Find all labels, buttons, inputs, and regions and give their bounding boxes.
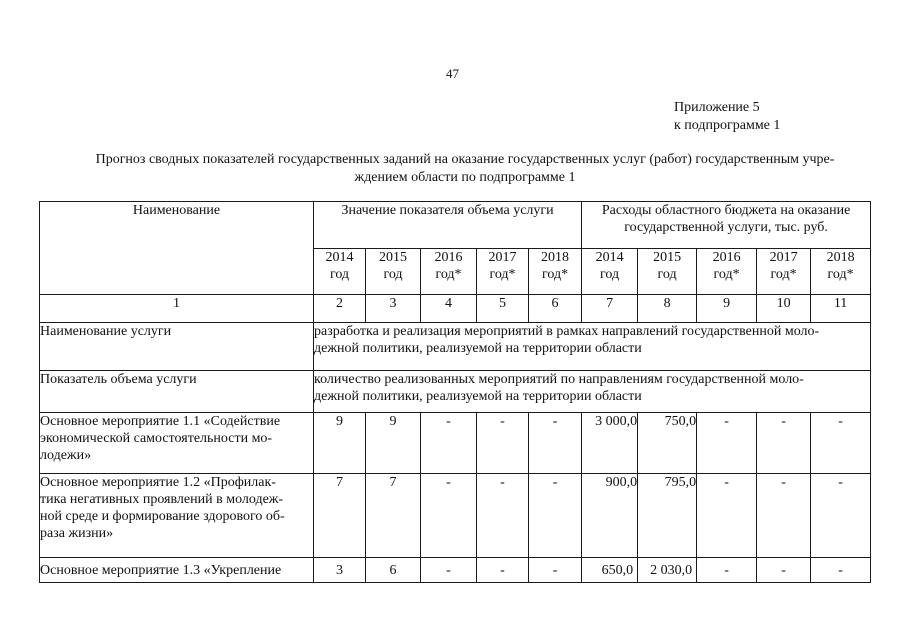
table-cell: - [529,413,582,474]
row-label: Основное мероприятие 1.1 «Содействие экономической самостоятельности мо- лодежи» [40,413,314,474]
appendix-note [674,99,780,135]
column-number: 5 [477,295,529,323]
table-cell: - [811,474,871,558]
table-cell: - [421,558,477,583]
header-year: 2016 год* [697,249,757,295]
table-cell: 900,0 [582,474,638,558]
header-name: Наименование [40,202,314,295]
table-cell: - [757,558,811,583]
table-row [40,413,871,474]
header-budget-line-2: государственной услуги, тыс. руб. [624,220,828,235]
header-year: 2014 год [314,249,366,295]
service-name-label: Наименование услуги [40,323,314,371]
column-number: 10 [757,295,811,323]
header-year: 2014 год [582,249,638,295]
table-row [40,474,871,558]
table-cell: - [421,474,477,558]
table-cell: 9 [366,413,421,474]
column-number: 11 [811,295,871,323]
document-title [55,151,875,187]
page-number: 47 [446,66,459,81]
table-cell: 750,0 [638,413,697,474]
header-year: 2017 год* [757,249,811,295]
volume-indicator-row [40,371,871,413]
column-number: 6 [529,295,582,323]
header-year: 2015 год [638,249,697,295]
table-cell: 9 [314,413,366,474]
table-cell: - [697,558,757,583]
header-year: 2015 год [366,249,421,295]
table-cell: - [811,413,871,474]
row-label: Основное мероприятие 1.2 «Профилак- тика негативных проявлений в молодеж- ной среде и формирование здорового об- раза жизни» [40,474,314,558]
forecast-table [39,201,871,583]
column-number: 2 [314,295,366,323]
table-cell: - [529,474,582,558]
table-cell: - [757,413,811,474]
volume-indicator-label: Показатель объема услуги [40,371,314,413]
table-cell: - [697,474,757,558]
column-number: 7 [582,295,638,323]
table-cell: - [421,413,477,474]
table-cell: 3 000,0 [582,413,638,474]
table-cell: - [477,413,529,474]
table-cell: - [811,558,871,583]
header-budget-line-1: Расходы областного бюджета на оказание [601,203,851,218]
table-cell: - [477,474,529,558]
table-cell: 650,0 [582,558,638,583]
header-row-groups [40,202,871,249]
column-number: 1 [40,295,314,323]
table-cell: 7 [366,474,421,558]
header-budget-expenses [582,202,871,249]
table-cell: - [757,474,811,558]
table-cell: 795,0 [638,474,697,558]
title-line-1: Прогноз сводных показателей государственных заданий на оказание государственных услуг (работ) государственным учре- [95,152,835,167]
table-cell: - [697,413,757,474]
volume-indicator-value: количество реализованных мероприятий по направлениям государственной моло- дежной политики, реализуемой на территории области [314,371,871,413]
row-label: Основное мероприятие 1.3 «Укрепление [40,558,314,583]
service-name-value: разработка и реализация мероприятий в рамках направлений государственной моло- дежной политики, реализуемой на территории области [314,323,871,371]
header-year: 2018 год* [811,249,871,295]
header-volume-indicator: Значение показателя объема услуги [314,202,582,249]
appendix-line-1: Приложение 5 [674,100,760,115]
header-year: 2018 год* [529,249,582,295]
header-year: 2017 год* [477,249,529,295]
table-cell: 3 [314,558,366,583]
column-numbers-row [40,295,871,323]
column-number: 4 [421,295,477,323]
header-year: 2016 год* [421,249,477,295]
column-number: 3 [366,295,421,323]
service-name-row [40,323,871,371]
column-number: 8 [638,295,697,323]
table-cell: 2 030,0 [638,558,697,583]
table-cell: - [477,558,529,583]
column-number: 9 [697,295,757,323]
table-cell: 7 [314,474,366,558]
table-cell: 6 [366,558,421,583]
table-cell: - [529,558,582,583]
title-line-2: ждением области по подпрограмме 1 [354,170,576,185]
table-row [40,558,871,583]
appendix-line-2: к подпрограмме 1 [674,118,781,133]
